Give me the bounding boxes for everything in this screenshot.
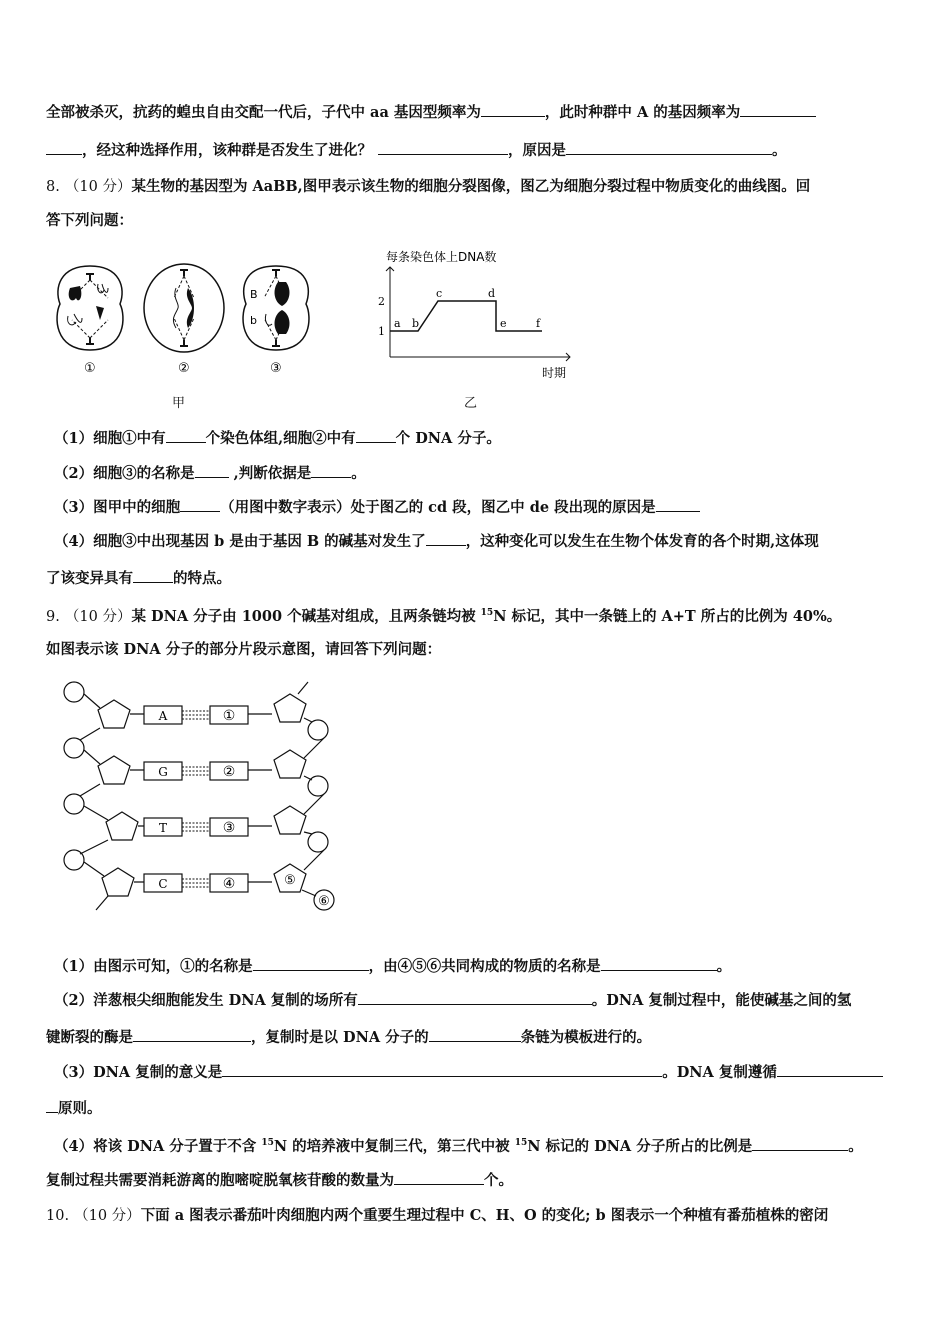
answer-blank[interactable] <box>429 1027 521 1042</box>
point-label: b <box>412 317 420 330</box>
q8-sub3 <box>54 497 700 518</box>
q8-stem-line2: 答下列问题： <box>46 212 133 229</box>
answer-blank[interactable] <box>777 1062 883 1077</box>
chromosome <box>173 288 178 328</box>
figure-jia-caption: 甲 <box>172 396 186 411</box>
pair-label: ② <box>222 764 236 780</box>
answer-blank[interactable] <box>566 140 772 155</box>
chromosome <box>275 282 290 306</box>
figure-yi <box>370 245 580 385</box>
q9-sub-text: ，由④⑤⑥共同构成的物质的名称是 <box>368 958 601 975</box>
answer-blank[interactable] <box>46 1098 58 1113</box>
q9-sub-text: 。DNA 复制过程中，能使碱基之间的氢 <box>591 992 852 1009</box>
q9-sub-text: 。 <box>848 1137 863 1155</box>
q9-sub-text: （3）DNA 复制的意义是 <box>54 1064 223 1081</box>
phosphate <box>308 832 328 852</box>
q9-sub-text: 。 <box>716 958 732 975</box>
answer-blank[interactable] <box>253 956 369 971</box>
answer-blank[interactable] <box>394 1170 484 1185</box>
cell-3-outline <box>243 266 309 350</box>
q9-sub-text: （2）洋葱根尖细胞能发生 DNA 复制的场所有 <box>54 992 358 1009</box>
q7-text: ，原因是 <box>508 142 566 159</box>
q9-sub-text: N 的培养液中复制三代，第三代中被 <box>273 1137 515 1155</box>
q9-sub-text: N 标记的 DNA 分子所占的比例是 <box>527 1137 753 1155</box>
answer-blank[interactable] <box>752 1136 848 1151</box>
chromosome <box>187 288 194 328</box>
q9-sub4 <box>54 1133 863 1157</box>
cell-number: ③ <box>270 361 282 376</box>
q8-sub-text: （2）细胞③的名称是 <box>54 465 195 482</box>
q10-stem: 下面 a 图表示番茄叶肉细胞内两个重要生理过程中 C、H、O 的变化; b 图表示一个种植有番茄植株的密闭 <box>140 1207 829 1224</box>
q9-stem: 某 DNA 分子由 1000 个碱基对组成，且两条链均被 <box>131 607 481 625</box>
phosphate <box>64 794 84 814</box>
gene-label: b <box>250 314 257 327</box>
question-score: （10 分） <box>64 608 132 625</box>
point-label: e <box>500 317 507 330</box>
pair-label: ③ <box>222 820 236 836</box>
phosphate <box>308 720 328 740</box>
q9-sub1 <box>54 956 731 977</box>
answer-blank[interactable] <box>180 497 220 512</box>
deoxyribose <box>98 756 130 784</box>
chromosome <box>68 314 82 325</box>
chromosome <box>98 284 108 293</box>
pair-label: ④ <box>222 876 236 892</box>
point-label: d <box>488 287 496 300</box>
y-axis-label: 每条染色体上DNA数 <box>386 250 497 264</box>
q8-sub-text: 个染色体组,细胞②中有 <box>205 430 356 447</box>
deoxyribose <box>106 812 138 840</box>
answer-blank[interactable] <box>426 531 466 546</box>
q8-sub-text: ,判断依据是 <box>228 465 312 482</box>
q7-text: ，此时种群中 A 的基因频率为 <box>544 104 741 121</box>
q8-sub-text: （4）细胞③中出现基因 b 是由于基因 B 的碱基对发生了 <box>54 533 426 550</box>
q9-sub2 <box>54 990 851 1011</box>
q9-sub3-cont <box>46 1098 102 1119</box>
figure-jia <box>46 258 316 378</box>
answer-blank[interactable] <box>656 497 700 512</box>
q9-sub-text: 条链为模板进行的。 <box>520 1029 652 1046</box>
q9-sub-text: ，复制时是以 DNA 分子的 <box>251 1029 429 1046</box>
q8-sub-text: （用图中数字表示）处于图乙的 cd 段，图乙中 de 段出现的原因是 <box>220 499 656 516</box>
deoxyribose <box>98 700 130 728</box>
q8-stem-line1 <box>46 177 810 197</box>
base-label: A <box>158 709 168 723</box>
figure-dna <box>58 678 348 918</box>
superscript: 15 <box>514 1138 528 1148</box>
question-score: （10 分） <box>64 179 132 195</box>
deoxyribose <box>274 806 306 834</box>
q9-stem-line2: 如图表示该 DNA 分子的部分片段示意图，请回答下列问题： <box>46 641 442 658</box>
q9-sub-text: （1）由图示可知，①的名称是 <box>54 958 253 975</box>
gene-label: B <box>250 288 258 301</box>
q8-sub-text: （1）细胞①中有 <box>54 430 166 447</box>
q8-sub-text: ，这种变化可以发生在生物个体发育的各个时期,这体现 <box>465 533 819 550</box>
q9-sub3 <box>54 1062 883 1083</box>
answer-blank[interactable] <box>358 990 592 1005</box>
answer-blank[interactable] <box>481 102 545 117</box>
cell-number: ② <box>178 361 190 376</box>
superscript: 15 <box>261 1138 274 1148</box>
answer-blank[interactable] <box>378 140 508 155</box>
question-number: 8. <box>46 179 60 195</box>
base-label: C <box>158 877 168 891</box>
answer-blank[interactable] <box>740 102 816 117</box>
chromosome <box>69 286 82 300</box>
q9-sub-text: 。DNA 复制遵循 <box>662 1064 777 1081</box>
figure-yi-caption: 乙 <box>464 396 478 411</box>
pair-label: ① <box>222 708 236 724</box>
q9-stem-line1 <box>46 603 841 627</box>
q10-stem-line1 <box>46 1206 828 1226</box>
q7-text: 。 <box>772 142 787 159</box>
q7-line1 <box>46 102 816 123</box>
phosphate <box>64 682 84 702</box>
base-label: T <box>158 821 168 835</box>
point-label: f <box>536 317 541 330</box>
q8-sub1 <box>54 428 501 449</box>
q7-text: ，经这种选择作用，该种群是否发生了进化？ <box>82 142 372 159</box>
q8-stem: 某生物的基因型为 AaBB,图甲表示该生物的细胞分裂图像，图乙为细胞分裂过程中物质变化的曲线图。回 <box>131 178 811 195</box>
q9-sub-text: 复制过程共需要消耗游离的胞嘧啶脱氧核苷酸的数量为 <box>46 1172 394 1189</box>
q8-sub-text: 的特点。 <box>173 570 231 587</box>
answer-blank[interactable] <box>601 956 717 971</box>
y-tick-label: 1 <box>378 325 385 338</box>
question-number: 10. <box>46 1208 70 1224</box>
point-label: a <box>394 317 401 330</box>
answer-blank[interactable] <box>166 428 206 443</box>
q8-sub4-cont <box>46 568 231 589</box>
q8-sub4 <box>54 531 819 552</box>
cell-number: ① <box>84 361 96 376</box>
question-score: （10 分） <box>74 1208 141 1224</box>
q7-text: 全部被杀灭，抗药的蝗虫自由交配一代后，子代中 aa 基因型频率为 <box>46 104 481 121</box>
superscript: 15 <box>480 608 494 618</box>
q8-sub-text: 了该变异具有 <box>46 570 133 587</box>
question-number: 9. <box>46 608 60 625</box>
q8-sub2 <box>54 463 366 484</box>
chromosome <box>96 306 104 320</box>
answer-blank[interactable] <box>133 1027 251 1042</box>
q9-sub-text: 原则。 <box>58 1100 102 1117</box>
answer-blank[interactable] <box>356 428 396 443</box>
q8-sub-text: 个 DNA 分子。 <box>395 430 501 447</box>
q9-stem: N 标记，其中一条链上的 A+T 所占的比例为 40%。 <box>493 607 842 625</box>
q7-line2 <box>46 140 787 161</box>
q9-sub-text: 个。 <box>484 1172 513 1189</box>
q8-sub-text: 。 <box>351 465 366 482</box>
chromosome <box>265 314 272 325</box>
deoxyribose <box>102 868 134 896</box>
x-axis-label: 时期 <box>542 366 567 380</box>
deoxyribose <box>274 750 306 778</box>
q8-sub-text: （3）图甲中的细胞 <box>54 499 181 516</box>
part-label: ⑤ <box>284 873 296 888</box>
q9-sub-text: （4）将该 DNA 分子置于不含 <box>54 1137 262 1155</box>
point-label: c <box>436 287 443 300</box>
answer-blank[interactable] <box>133 568 173 583</box>
phosphate <box>64 738 84 758</box>
q9-sub4-cont <box>46 1170 513 1191</box>
answer-blank[interactable] <box>46 140 82 155</box>
answer-blank[interactable] <box>311 463 351 478</box>
q9-sub-text: 键断裂的酶是 <box>46 1029 133 1046</box>
deoxyribose <box>274 694 306 722</box>
answer-blank[interactable] <box>195 463 229 478</box>
base-label: G <box>158 765 168 779</box>
q9-sub2-cont <box>46 1027 651 1048</box>
y-tick-label: 2 <box>378 295 385 308</box>
answer-blank[interactable] <box>222 1062 662 1077</box>
chromosome <box>275 310 290 334</box>
part-label: ⑥ <box>318 894 330 909</box>
